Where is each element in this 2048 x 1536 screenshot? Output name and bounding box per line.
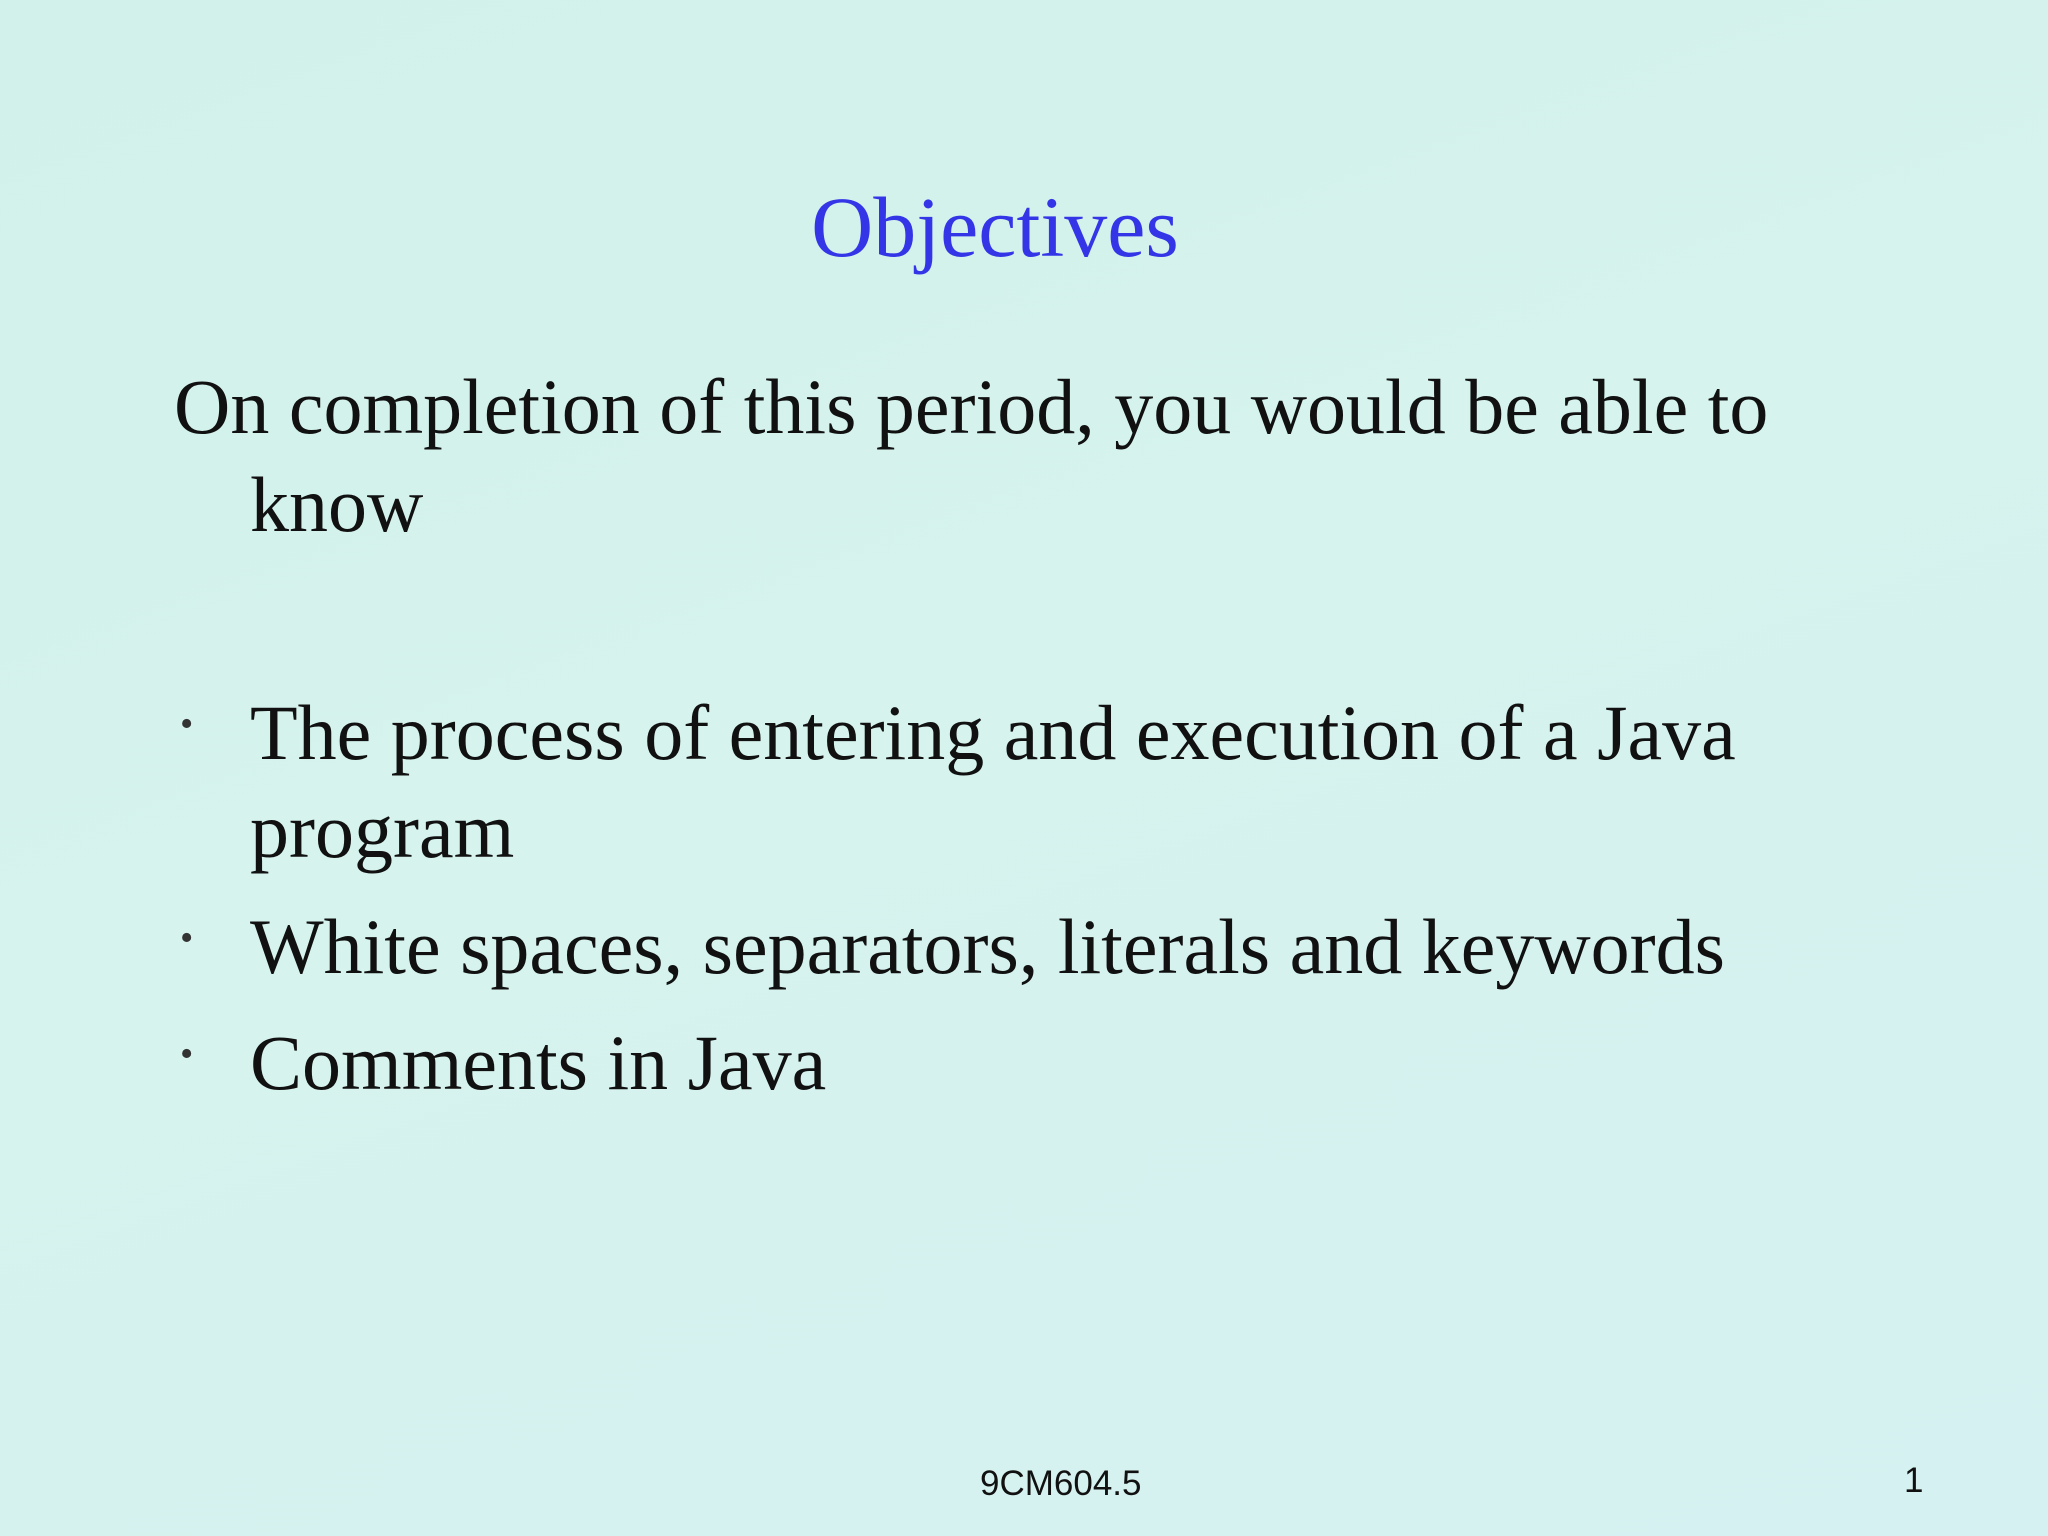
bullet-text: The process of entering and execution of a Java program (250, 689, 1736, 874)
slide-title: Objectives (811, 179, 1179, 275)
bullet-icon: • (180, 1033, 194, 1075)
bullet-item (174, 898, 1874, 996)
bullet-item (174, 1014, 1874, 1112)
footer-course-code: 9CM604.5 (980, 1464, 1142, 1503)
bullet-text: Comments in Java (250, 1019, 827, 1106)
page-number: 1 (1904, 1461, 1924, 1500)
bullet-icon: • (180, 703, 194, 745)
bullet-text: White spaces, separators, literals and keywords (250, 903, 1725, 990)
bullet-icon: • (180, 917, 194, 959)
intro-text: On completion of this period, you would be able to know (174, 363, 1769, 548)
bullet-item (174, 684, 1874, 880)
bullet-list (174, 684, 1874, 1130)
